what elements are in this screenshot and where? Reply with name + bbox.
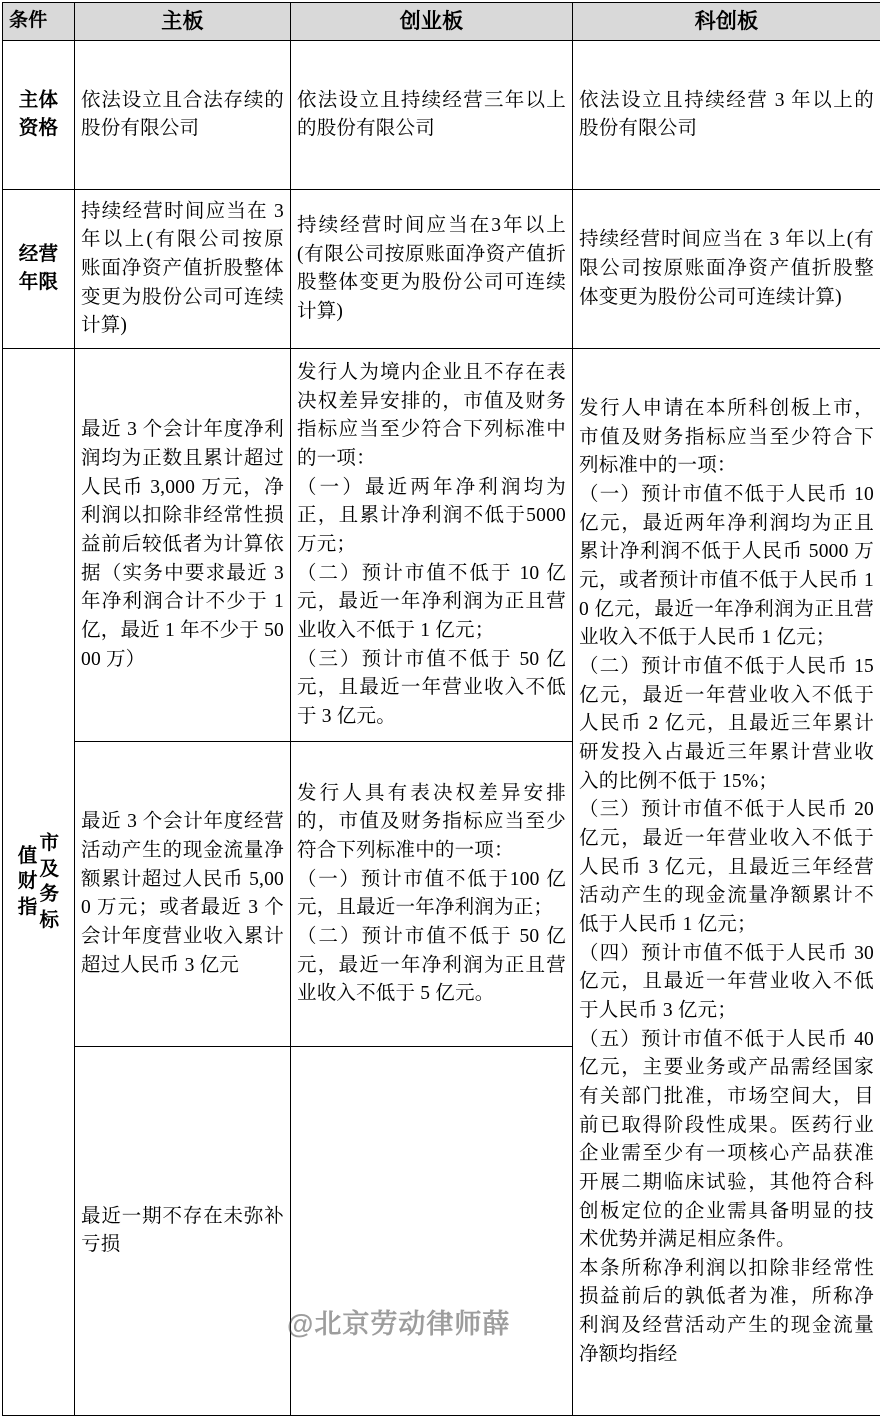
row-label-market-cap-financials bbox=[3, 349, 75, 1416]
table-header-row bbox=[3, 3, 880, 41]
star-intro: 发行人申请在本所科创板上市，市值及财务指标应当至少符合下列标准中的一项： bbox=[579, 395, 874, 481]
table-sheet bbox=[0, 2, 880, 1350]
cell-financial-main-board-2: 最近 3 个会计年度经营活动产生的现金流量净额累计超过人民币 5,000 万元；或者最近 3 个会计年度营业收入累计超过人民币 3 亿元 bbox=[75, 742, 291, 1047]
chinext-item-1-1: （一）最近两年净利润均为正，且累计净利润不低于5000 万元； bbox=[297, 474, 566, 560]
row-label-operating-years bbox=[3, 190, 75, 349]
row-label-line-1: 经营 bbox=[9, 241, 68, 270]
label-char: 财 bbox=[18, 869, 38, 895]
label-char: 标 bbox=[40, 908, 60, 934]
cell-financial-chinext-3 bbox=[291, 1047, 573, 1416]
watermark: @北京劳动律师薛 bbox=[287, 1302, 707, 1341]
column-header-condition: 条件 bbox=[3, 3, 75, 41]
row-label-line-2: 年限 bbox=[9, 269, 68, 298]
label-char: 市 bbox=[40, 831, 60, 857]
cell-subject-chinext: 依法设立且持续经营三年以上的股份有限公司 bbox=[291, 41, 573, 190]
row-label-line-1: 主体 bbox=[9, 87, 68, 116]
column-header-main-board: 主板 bbox=[75, 3, 291, 41]
cell-financial-main-board-3: 最近一期不存在未弥补亏损 bbox=[75, 1047, 291, 1416]
cell-financial-chinext-2 bbox=[291, 742, 573, 1047]
chinext-item-1-2: （二）预计市值不低于 10 亿元，最近一年净利润为正且营业收入不低于 1 亿元； bbox=[297, 560, 566, 646]
cell-years-main-board: 持续经营时间应当在 3 年以上(有限公司按原账面净资产值折股整体变更为股份公司可连续计算) bbox=[75, 190, 291, 349]
column-header-star-market: 科创板 bbox=[573, 3, 880, 41]
label-char: 指 bbox=[18, 895, 38, 921]
table-row-subject-qualification bbox=[3, 41, 880, 190]
star-item-2: （二）预计市值不低于人民币 15 亿元，最近一年营业收入不低于人民币 2 亿元，且最近三年累计研发投入占最近三年累计营业收入的比例不低于 15%； bbox=[579, 653, 874, 796]
chinext-intro-2: 发行人具有表决权差异安排的，市值及财务指标应当至少符合下列标准中的一项： bbox=[297, 780, 566, 866]
table-row-market-cap-financials-1 bbox=[3, 349, 880, 742]
star-item-4: （四）预计市值不低于人民币 30 亿元，且最近一年营业收入不低于人民币 3 亿元； bbox=[579, 940, 874, 1026]
row-label-subject-qualification bbox=[3, 41, 75, 190]
chinext-item-2-2: （二）预计市值不低于 50 亿元，最近一年净利润为正且营业收入不低于 5 亿元。 bbox=[297, 923, 566, 1009]
star-item-5: （五）预计市值不低于人民币 40 亿元，主要业务或产品需经国家有关部门批准，市场空间大，目前已取得阶段性成果。医药行业企业需至少有一项核心产品获准开展二期临床试验，其他符合科创板定位的企业需具备明显的技术优势并满足相应条件。 bbox=[579, 1026, 874, 1255]
star-item-1: （一）预计市值不低于人民币 10 亿元，最近两年净利润均为正且累计净利润不低于人民币 5000 万元，或者预计市值不低于人民币 10 亿元，最近一年净利润为正且营业收入不低于人民币 1 亿元； bbox=[579, 481, 874, 653]
cell-years-star-market: 持续经营时间应当在 3 年以上(有限公司按原账面净资产值折股整体变更为股份公司可连续计算) bbox=[573, 190, 880, 349]
column-header-chinext: 创业板 bbox=[291, 3, 573, 41]
row-label-char-column-1 bbox=[40, 831, 60, 934]
cell-financial-chinext-1 bbox=[291, 349, 573, 742]
cell-years-chinext: 持续经营时间应当在3年以上(有限公司按原账面净资产值折股整体变更为股份公司可连续计算) bbox=[291, 190, 573, 349]
label-char: 值 bbox=[18, 844, 38, 870]
chinext-intro-1: 发行人为境内企业且不存在表决权差异安排的，市值及财务指标应当至少符合下列标准中的一项： bbox=[297, 359, 566, 474]
chinext-item-1-3: （三）预计市值不低于 50 亿元，且最近一年营业收入不低于 3 亿元。 bbox=[297, 646, 566, 732]
row-label-char-column-2 bbox=[18, 844, 38, 921]
listing-conditions-table bbox=[2, 2, 880, 1416]
row-label-line-2: 资格 bbox=[9, 115, 68, 144]
star-item-3: （三）预计市值不低于人民币 20 亿元，最近一年营业收入不低于人民币 3 亿元，且最近三年经营活动产生的现金流量净额累计不低于人民币 1 亿元； bbox=[579, 796, 874, 939]
label-char: 及 bbox=[40, 857, 60, 883]
cell-financial-star-market bbox=[573, 349, 880, 1416]
cell-financial-main-board-1: 最近 3 个会计年度净利润均为正数且累计超过人民币 3,000 万元，净利润以扣除非经常性损益前后较低者为计算依据（实务中要求最近 3 年净利润合计不少于 1 亿，最近 1 年不少于 5000 万） bbox=[75, 349, 291, 742]
table-row-operating-years bbox=[3, 190, 880, 349]
label-char: 务 bbox=[40, 882, 60, 908]
chinext-item-2-1: （一）预计市值不低于100 亿元，且最近一年净利润为正； bbox=[297, 866, 566, 923]
cell-subject-main-board: 依法设立且合法存续的股份有限公司 bbox=[75, 41, 291, 190]
star-closing: 本条所称净利润以扣除非经常性损益前后的孰低者为准，所称净利润及经营活动产生的现金流量净额均指经 bbox=[579, 1255, 874, 1370]
cell-subject-star-market: 依法设立且持续经营 3 年以上的股份有限公司 bbox=[573, 41, 880, 190]
